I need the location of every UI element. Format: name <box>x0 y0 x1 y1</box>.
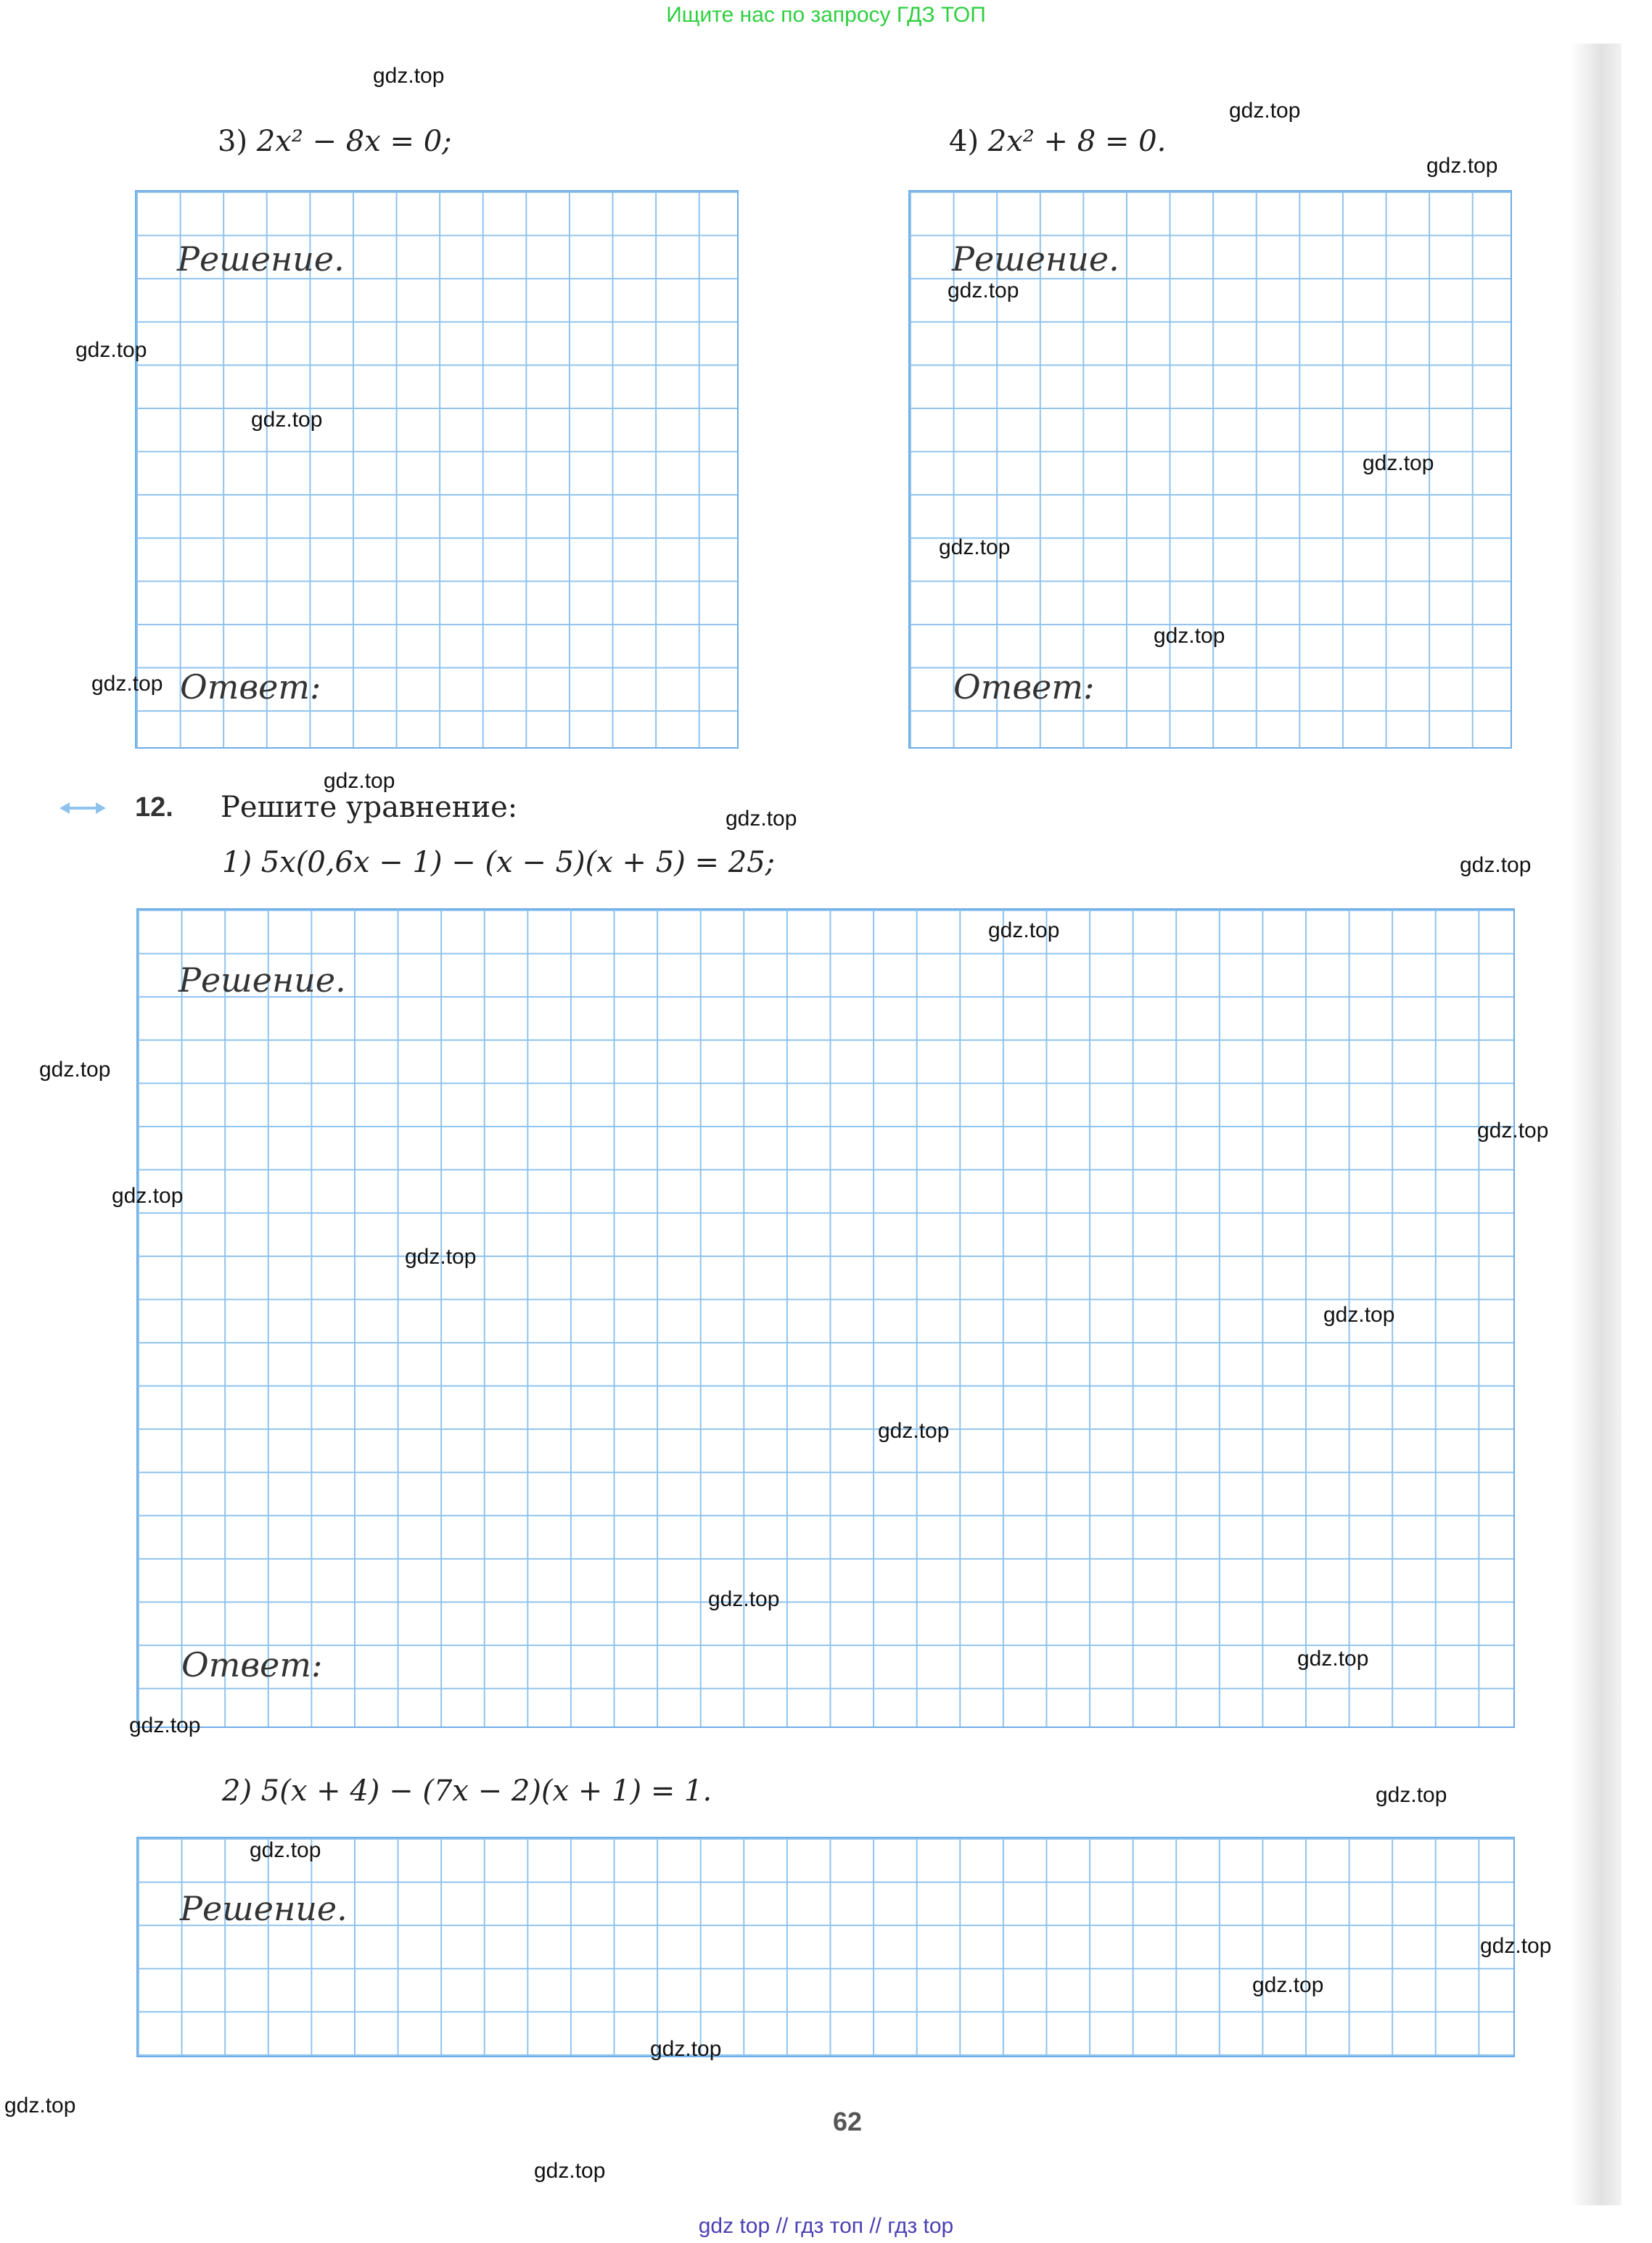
watermark: gdz.top <box>250 1838 321 1862</box>
watermark: gdz.top <box>405 1245 477 1269</box>
exercise-number: 12. <box>135 792 173 823</box>
watermark: gdz.top <box>129 1713 201 1737</box>
watermark: gdz.top <box>878 1419 950 1443</box>
watermark: gdz.top <box>948 279 1019 303</box>
watermark: gdz.top <box>708 1587 780 1611</box>
footer-links: gdz top // гдз топ // гдз top <box>698 2214 954 2238</box>
watermark: gdz.top <box>4 2094 76 2118</box>
watermark: gdz.top <box>988 918 1060 942</box>
page-spine-shadow <box>1571 44 1622 2205</box>
solution-label-eq2: Решение. <box>180 1889 348 1928</box>
watermark: gdz.top <box>1480 1934 1552 1958</box>
watermark: gdz.top <box>1154 624 1225 648</box>
problem-3 <box>218 125 452 158</box>
watermark: gdz.top <box>726 807 797 831</box>
solution-label-4: Решение. <box>952 239 1119 279</box>
watermark: gdz.top <box>91 672 163 696</box>
watermark: gdz.top <box>534 2159 606 2183</box>
page-number: 62 <box>833 2107 863 2136</box>
equation-2: 2) 5(x + 4) − (7x − 2)(x + 1) = 1. <box>222 1774 712 1808</box>
top-banner: Ищите нас по запросу ГДЗ ТОП <box>666 3 986 27</box>
watermark: gdz.top <box>75 338 147 362</box>
problem-4-number: 4) <box>949 125 979 158</box>
watermark: gdz.top <box>1460 853 1532 877</box>
equation-1: 1) 5x(0,6x − 1) − (x − 5)(x + 5) = 25; <box>222 846 776 879</box>
answer-grid-equation-1[interactable] <box>136 908 1515 1728</box>
solution-label-3: Решение. <box>177 239 345 279</box>
watermark: gdz.top <box>1426 154 1498 178</box>
watermark: gdz.top <box>939 535 1011 559</box>
watermark: gdz.top <box>112 1184 184 1208</box>
watermark: gdz.top <box>650 2037 722 2061</box>
solution-label-eq1: Решение. <box>178 960 346 1000</box>
exercise-prompt: Решите уравнение: <box>221 791 518 824</box>
watermark: gdz.top <box>324 769 395 793</box>
answer-grid-equation-2[interactable] <box>136 1837 1515 2057</box>
watermark: gdz.top <box>1252 1973 1324 1997</box>
problem-4 <box>949 125 1166 158</box>
watermark: gdz.top <box>1323 1303 1395 1327</box>
watermark: gdz.top <box>1297 1647 1369 1671</box>
watermark: gdz.top <box>1477 1119 1549 1143</box>
answer-label-eq1: Ответ: <box>181 1645 323 1684</box>
double-arrow-icon <box>59 801 106 815</box>
answer-label-3: Ответ: <box>180 667 321 707</box>
watermark: gdz.top <box>1363 451 1434 475</box>
watermark: gdz.top <box>1376 1783 1447 1807</box>
problem-3-number: 3) <box>218 125 248 158</box>
watermark: gdz.top <box>251 408 323 432</box>
answer-label-4: Ответ: <box>953 667 1095 707</box>
problem-3-equation: 2x² − 8x = 0; <box>256 125 452 158</box>
watermark: gdz.top <box>1229 99 1301 123</box>
watermark: gdz.top <box>373 64 445 88</box>
watermark: gdz.top <box>39 1058 111 1082</box>
problem-4-equation: 2x² + 8 = 0. <box>987 125 1167 158</box>
